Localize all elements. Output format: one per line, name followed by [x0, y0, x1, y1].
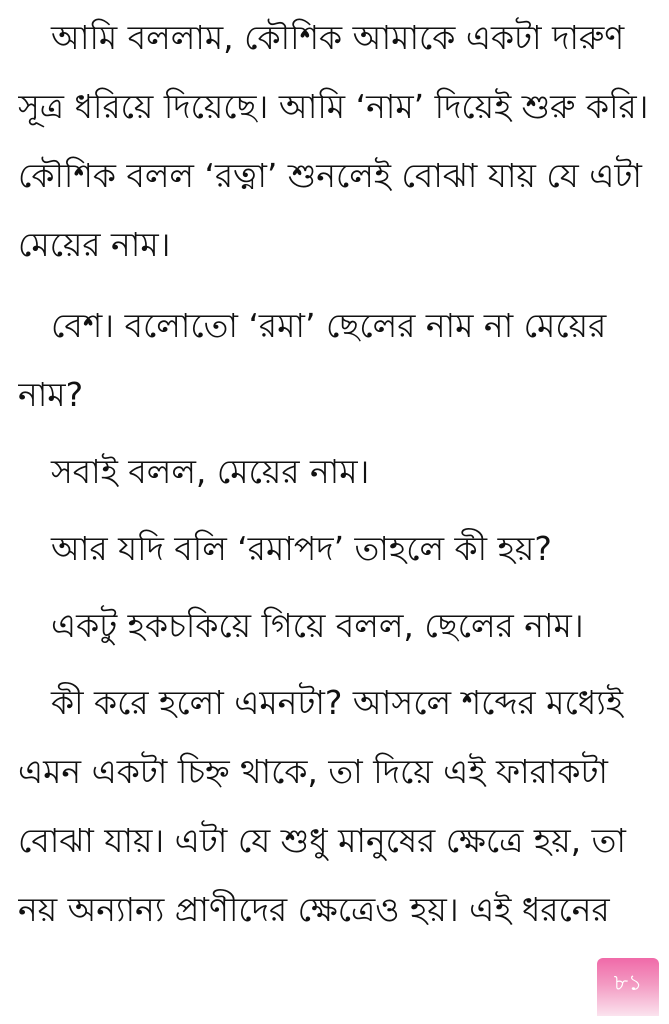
text-line: আর যদি বলি ‘রমাপদ’ তাহলে কী হয়?	[51, 529, 552, 568]
paragraph-5	[18, 591, 657, 660]
text-line: আমি বললাম, কৌশিক আমাকে একটা দারুণ	[51, 18, 625, 57]
text-line: সূত্র ধরিয়ে দিয়েছে। আমি ‘নাম’ দিয়েই শুরু করি।	[18, 87, 649, 126]
text-line: কী করে হলো এমনটা? আসলে শব্দের মধ্যেই	[51, 683, 623, 722]
text-line: কৌশিক বলল ‘রত্না’ শুনলেই বোঝা যায় যে এটা	[18, 156, 642, 195]
text-line: বোঝা যায়। এটা যে শুধু মানুষের ক্ষেত্রে হয়, তা	[18, 821, 626, 860]
paragraph-2	[18, 291, 657, 429]
page-number-badge	[597, 958, 659, 1016]
page-number: ৮১	[613, 971, 643, 996]
text-line: নাম?	[18, 375, 84, 414]
text-line: মেয়ের নাম।	[18, 225, 171, 264]
paragraph-3	[18, 437, 657, 506]
paragraph-4	[18, 514, 657, 583]
paragraph-1	[18, 3, 657, 279]
text-line: নয় অন্যান্য প্রাণীদের ক্ষেত্রেও হয়। এই ধরনের	[18, 890, 610, 929]
paragraph-6	[18, 668, 657, 944]
text-line: একটু হকচকিয়ে গিয়ে বলল, ছেলের নাম।	[51, 606, 584, 645]
text-line: বেশ। বলোতো ‘রমা’ ছেলের নাম না মেয়ের	[51, 306, 607, 345]
text-line: এমন একটা চিহ্ন থাকে, তা দিয়ে এই ফারাকটা	[18, 752, 608, 791]
text-line: সবাই বলল, মেয়ের নাম।	[51, 452, 370, 491]
